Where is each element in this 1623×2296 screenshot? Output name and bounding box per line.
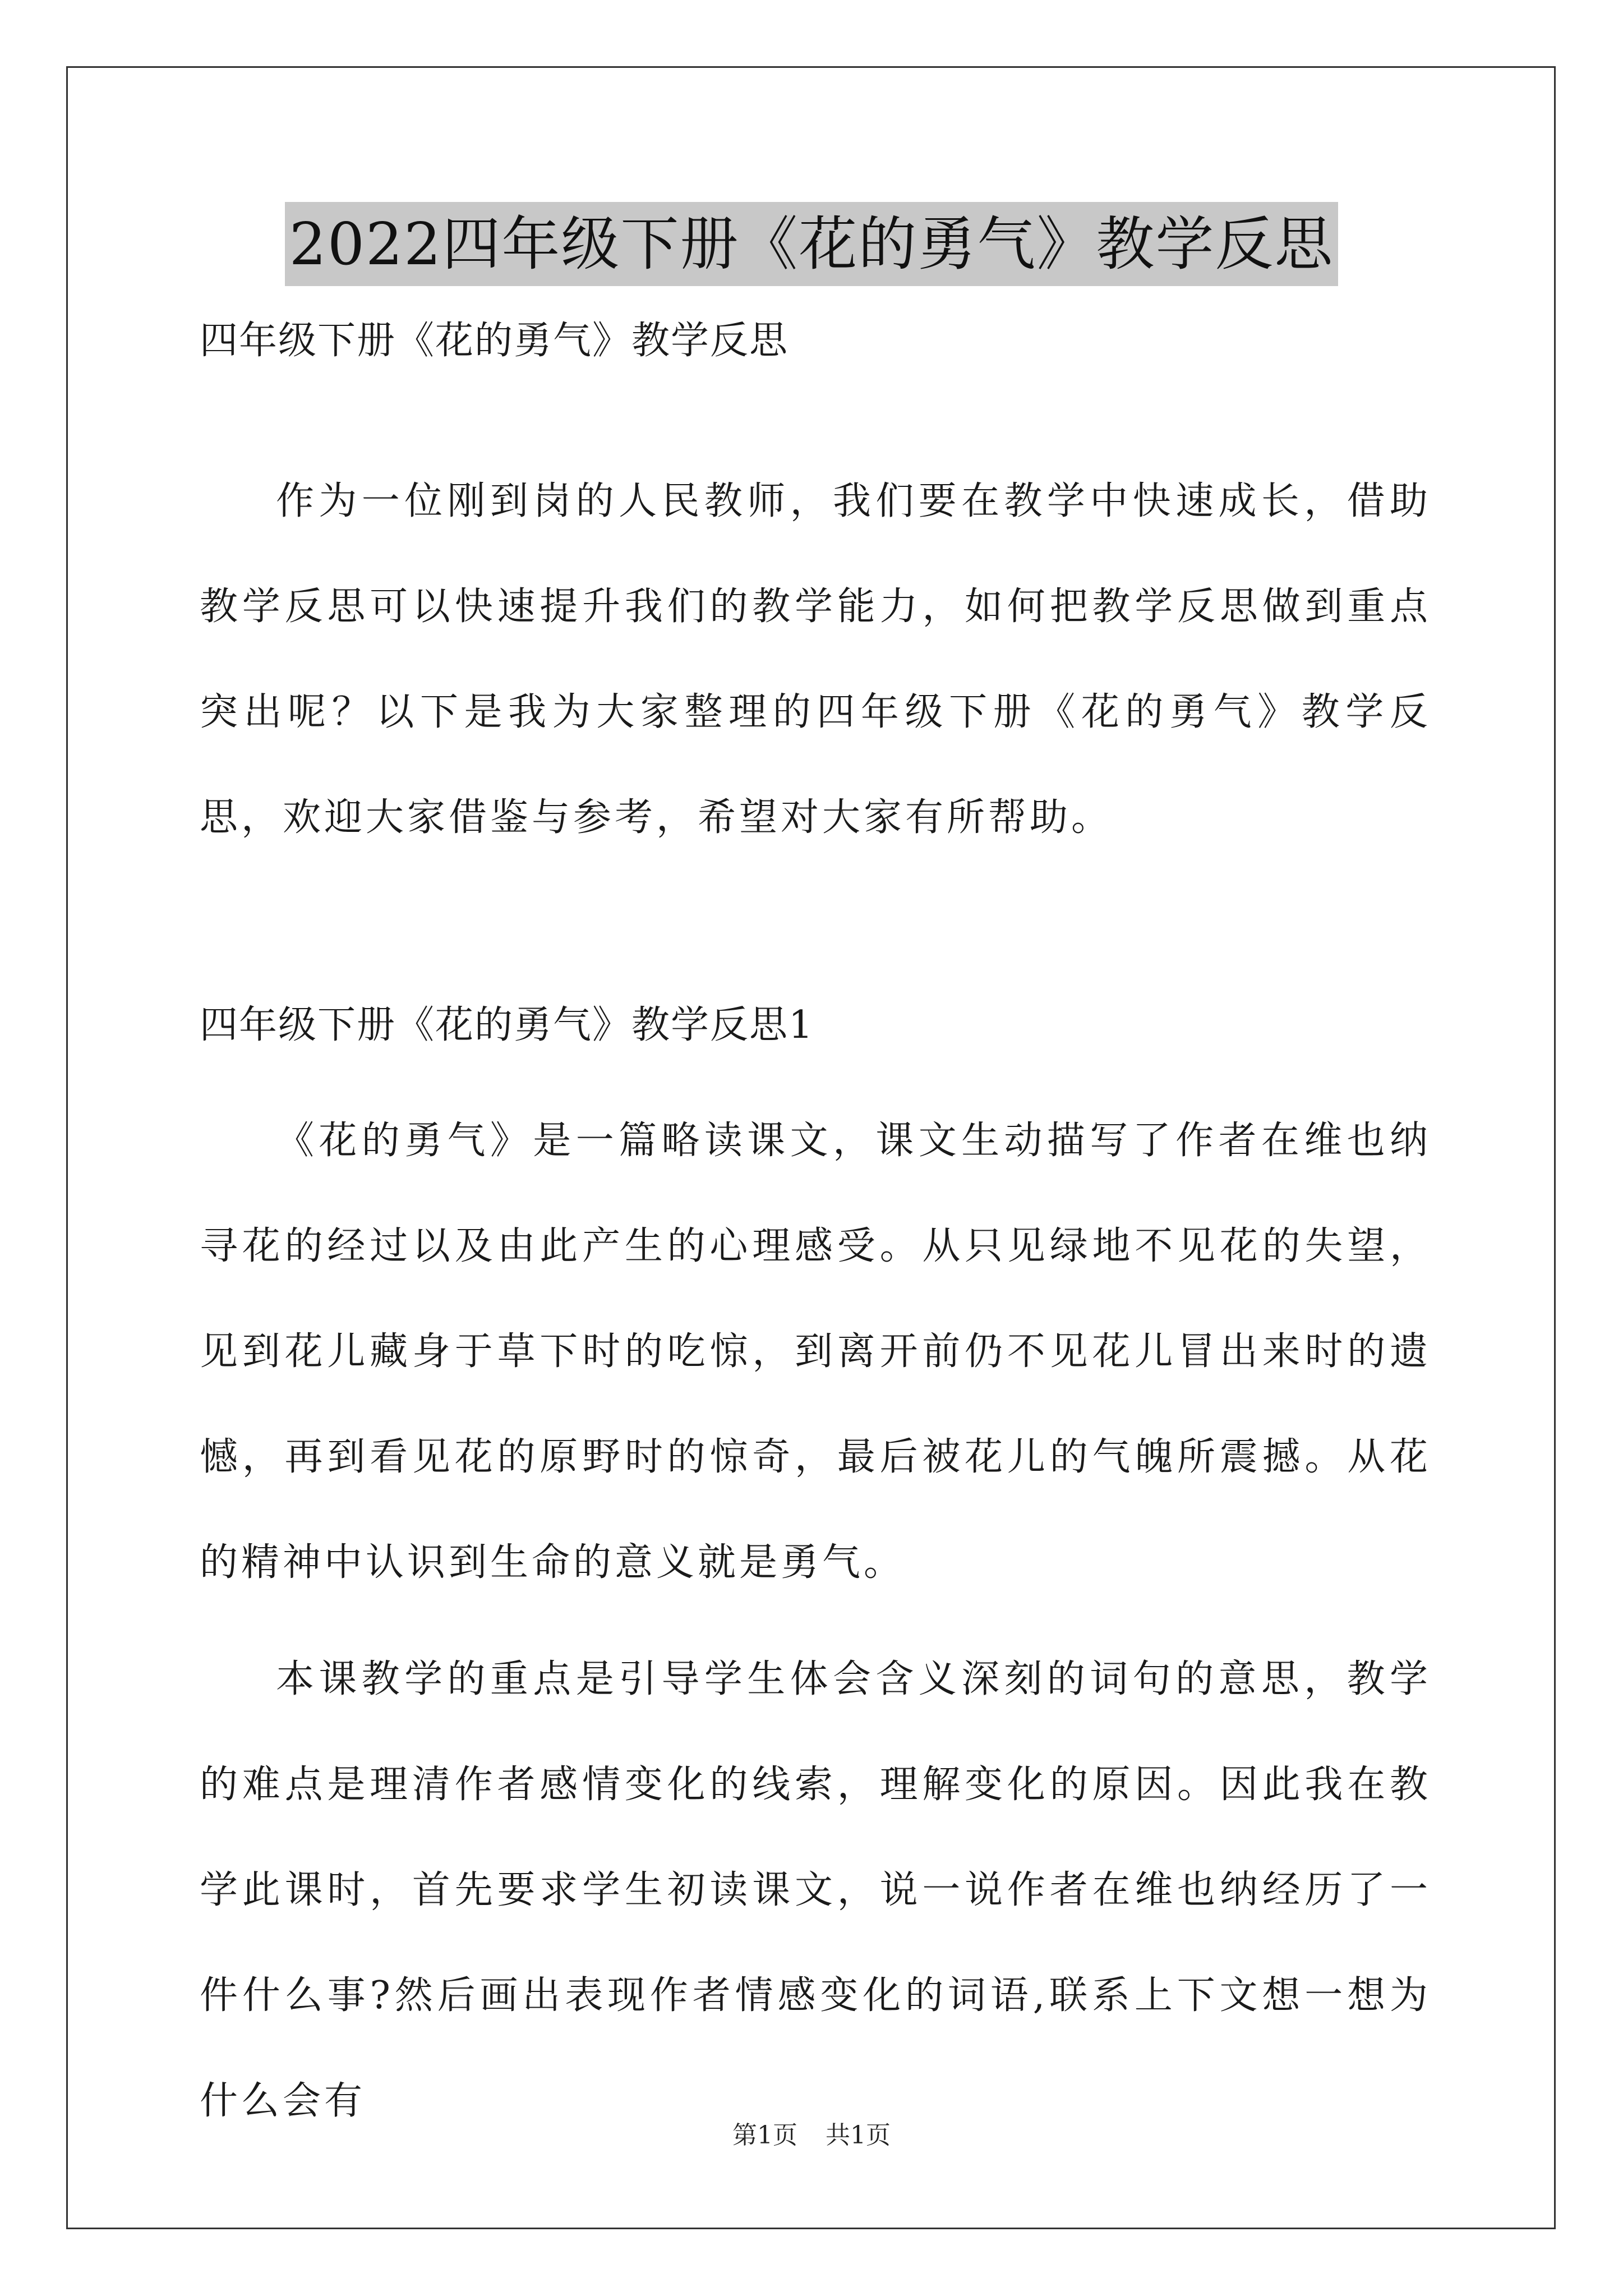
page-number: 第1页: [732, 2121, 797, 2150]
intro-paragraph: 作为一位刚到岗的人民教师，我们要在教学中快速成长，借助教学反思可以快速提升我们的教学能力，如何把教学反思做到重点突出呢？以下是我为大家整理的四年级下册《花的勇气》教学反思，欢迎大家借鉴与参考，希望对大家有所帮助。: [200, 479, 1431, 840]
section-heading: 四年级下册《花的勇气》教学反思1: [200, 1003, 814, 1047]
section-paragraph: 本课教学的重点是引导学生体会含义深刻的词句的意思，教学的难点是理清作者感情变化的线索，理解变化的原因。因此我在教学此课时，首先要求学生初读课文，说一说作者在维也纳经历了一件什么事?然后画出表现作者情感变化的词语,联系上下文想一想为什么会有: [200, 1657, 1431, 2123]
section-paragraph: 《花的勇气》是一篇略读课文，课文生动描写了作者在维也纳寻花的经过以及由此产生的心理感受。从只见绿地不见花的失望，见到花儿藏身于草下时的吃惊，到离开前仍不见花儿冒出来时的遗憾，再到看见花的原野时的惊奇，最后被花儿的气魄所震撼。从花的精神中认识到生命的意义就是勇气。: [200, 1119, 1431, 1585]
document-title: 2022四年级下册《花的勇气》教学反思: [285, 202, 1339, 286]
page-footer: [0, 2115, 1623, 2151]
intro-heading: 四年级下册《花的勇气》教学反思: [200, 319, 789, 363]
title-container: [0, 202, 1623, 286]
page-total: 共1页: [826, 2121, 891, 2150]
